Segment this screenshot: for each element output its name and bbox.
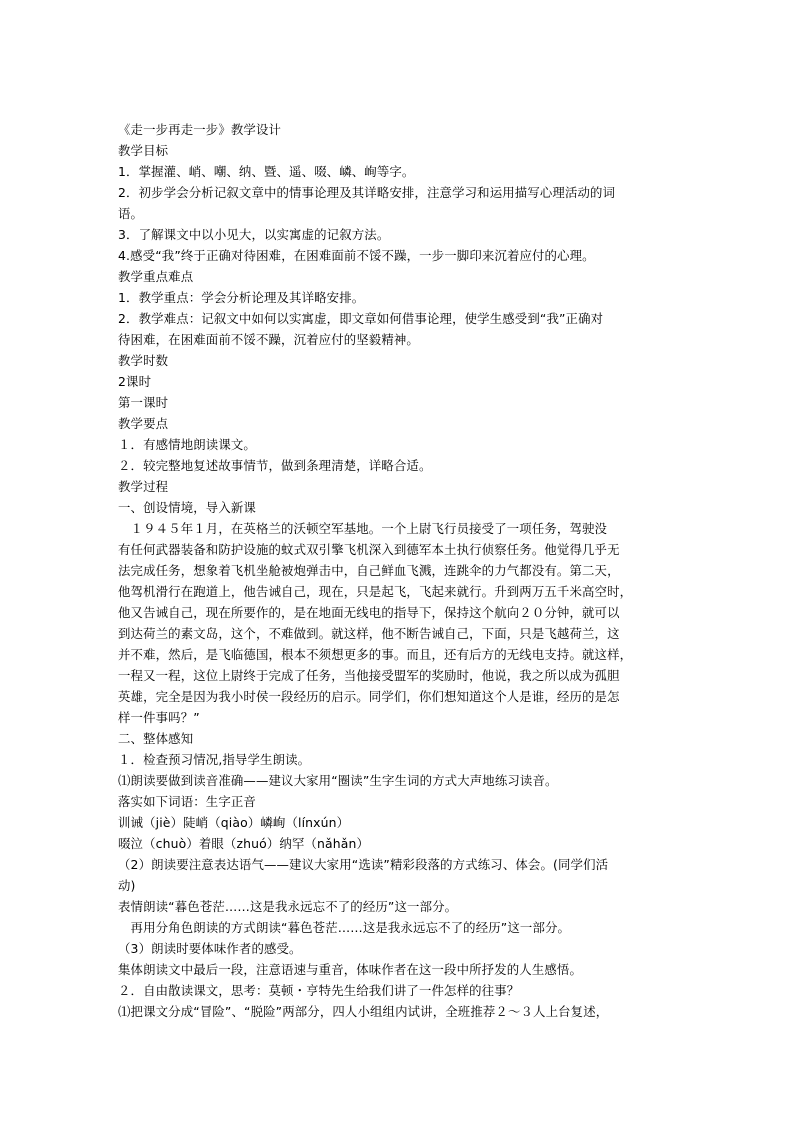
- story-paragraph-line: 有任何武器装备和防护设施的蚊式双引擎飞机深入到德军本土执行侦察任务。他觉得几乎无: [118, 542, 620, 557]
- story-paragraph-line: 他驾机滑行在跑道上，他告诫自己，现在，只是起飞，飞起来就行。升到两万五千米高空时，: [118, 584, 633, 599]
- story-paragraph-line: 他又告诫自己，现在所要作的，是在地面无线电的指导下，保持这个航向２０分钟，就可以: [118, 605, 620, 620]
- text-line: 1．掌握灌、峭、嘲、纳、暨、遥、啜、嶙、峋等字。: [118, 164, 415, 179]
- pinyin-line: 训诫（jiè）陡峭（qiào）嶙峋（línxún）: [118, 815, 350, 830]
- story-paragraph-line: 英雄，完全是因为我小时侯一段经历的启示。同学们，你们想知道这个人是谁，经历的是怎: [118, 689, 620, 704]
- section-heading-key-points: 教学重点难点: [118, 269, 194, 284]
- document-body: [118, 119, 684, 1022]
- document-title: 《走一步再走一步》教学设计: [118, 122, 282, 137]
- text-line: 落实如下词语：生字正音: [118, 794, 256, 809]
- section-heading-objectives: 教学目标: [118, 143, 169, 158]
- text-line: 2课时: [118, 374, 152, 389]
- text-line: １．检查预习情况,指导学生朗读。: [118, 752, 311, 767]
- text-line: 2．教学难点：记叙文中如何以实寓虚，即文章如何借事论理，使学生感受到“我”正确对: [118, 311, 604, 326]
- text-line: 2．初步学会分析记叙文章中的情事论理及其详略安排，注意学习和运用描写心理活动的词: [118, 185, 616, 200]
- text-line: 再用分角色朗读的方式朗读“暮色苍茫……这是我永远忘不了的经历”这一部分。: [118, 920, 571, 935]
- section-heading-lesson-points: 教学要点: [118, 416, 169, 431]
- text-line: 1．教学重点：学会分析论理及其详略安排。: [118, 290, 365, 305]
- story-paragraph-line: 一程又一程，这位上尉终于完成了任务，当他接受盟军的奖励时，他说，我之所以成为孤胆: [118, 668, 620, 683]
- text-line: 集体朗读文中最后一段，注意语速与重音，体味作者在这一段中所抒发的人生感悟。: [118, 962, 583, 977]
- text-line: ２．自由散读课文，思考：莫顿・亨特先生给我们讲了一件怎样的往事？: [118, 983, 520, 998]
- story-paragraph-line: 到达荷兰的素文岛，这个，不难做到。就这样，他不断告诫自己，下面，只是飞越荷兰，这: [118, 626, 620, 641]
- text-line: 3．了解课文中以小见大，以实寓虚的记叙方法。: [118, 227, 390, 242]
- section-heading-first-lesson: 第一课时: [118, 395, 169, 410]
- story-paragraph-line: 样一件事吗？”: [118, 710, 200, 725]
- subsection-heading-overview: 二、整体感知: [118, 731, 194, 746]
- story-paragraph-line: １９４５年１月，在英格兰的沃顿空军基地。一个上尉飞行员接受了一项任务，驾驶没: [118, 521, 608, 536]
- section-heading-hours: 教学时数: [118, 353, 169, 368]
- text-line: ⑴把课文分成“冒险”、“脱险”两部分，四人小组组内试讲，全班推荐２～３人上台复述，: [118, 1004, 609, 1019]
- story-paragraph-line: 法完成任务，想象着飞机坐舱被炮弹击中，自己鲜血飞溅，连跳伞的力气都没有。第二天，: [118, 563, 620, 578]
- text-line: （2）朗读要注意表达语气——建议大家用“选读”精彩段落的方式练习、体会。(同学们活: [118, 857, 609, 872]
- text-line: 待困难，在困难面前不馁不躁，沉着应付的坚毅精神。: [118, 332, 419, 347]
- text-line: １．有感情地朗读课文。: [118, 437, 256, 452]
- text-line: 语。: [118, 206, 144, 221]
- text-line: 4.感受“我”终于正确对待困难，在困难面前不馁不躁，一步一脚印来沉着应付的心理。: [118, 248, 595, 263]
- text-line: 表情朗读“暮色苍茫……这是我永远忘不了的经历”这一部分。: [118, 899, 458, 914]
- text-line: ⑴朗读要做到读音准确——建议大家用“圈读”生字生词的方式大声地练习读音。: [118, 773, 558, 788]
- subsection-heading-intro: 一、创设情境，导入新课: [118, 500, 256, 515]
- section-heading-process: 教学过程: [118, 479, 169, 494]
- text-line: （3）朗读时要体味作者的感受。: [118, 941, 302, 956]
- text-line: 动): [118, 878, 136, 893]
- pinyin-line: 啜泣（chuò）着眼（zhuó）纳罕（nǎhǎn）: [118, 836, 370, 851]
- text-line: ２．较完整地复述故事情节，做到条理清楚，详略合适。: [118, 458, 432, 473]
- story-paragraph-line: 并不难，然后，是飞临德国，根本不须想更多的事。而且，还有后方的无线电支持。就这样，: [118, 647, 633, 662]
